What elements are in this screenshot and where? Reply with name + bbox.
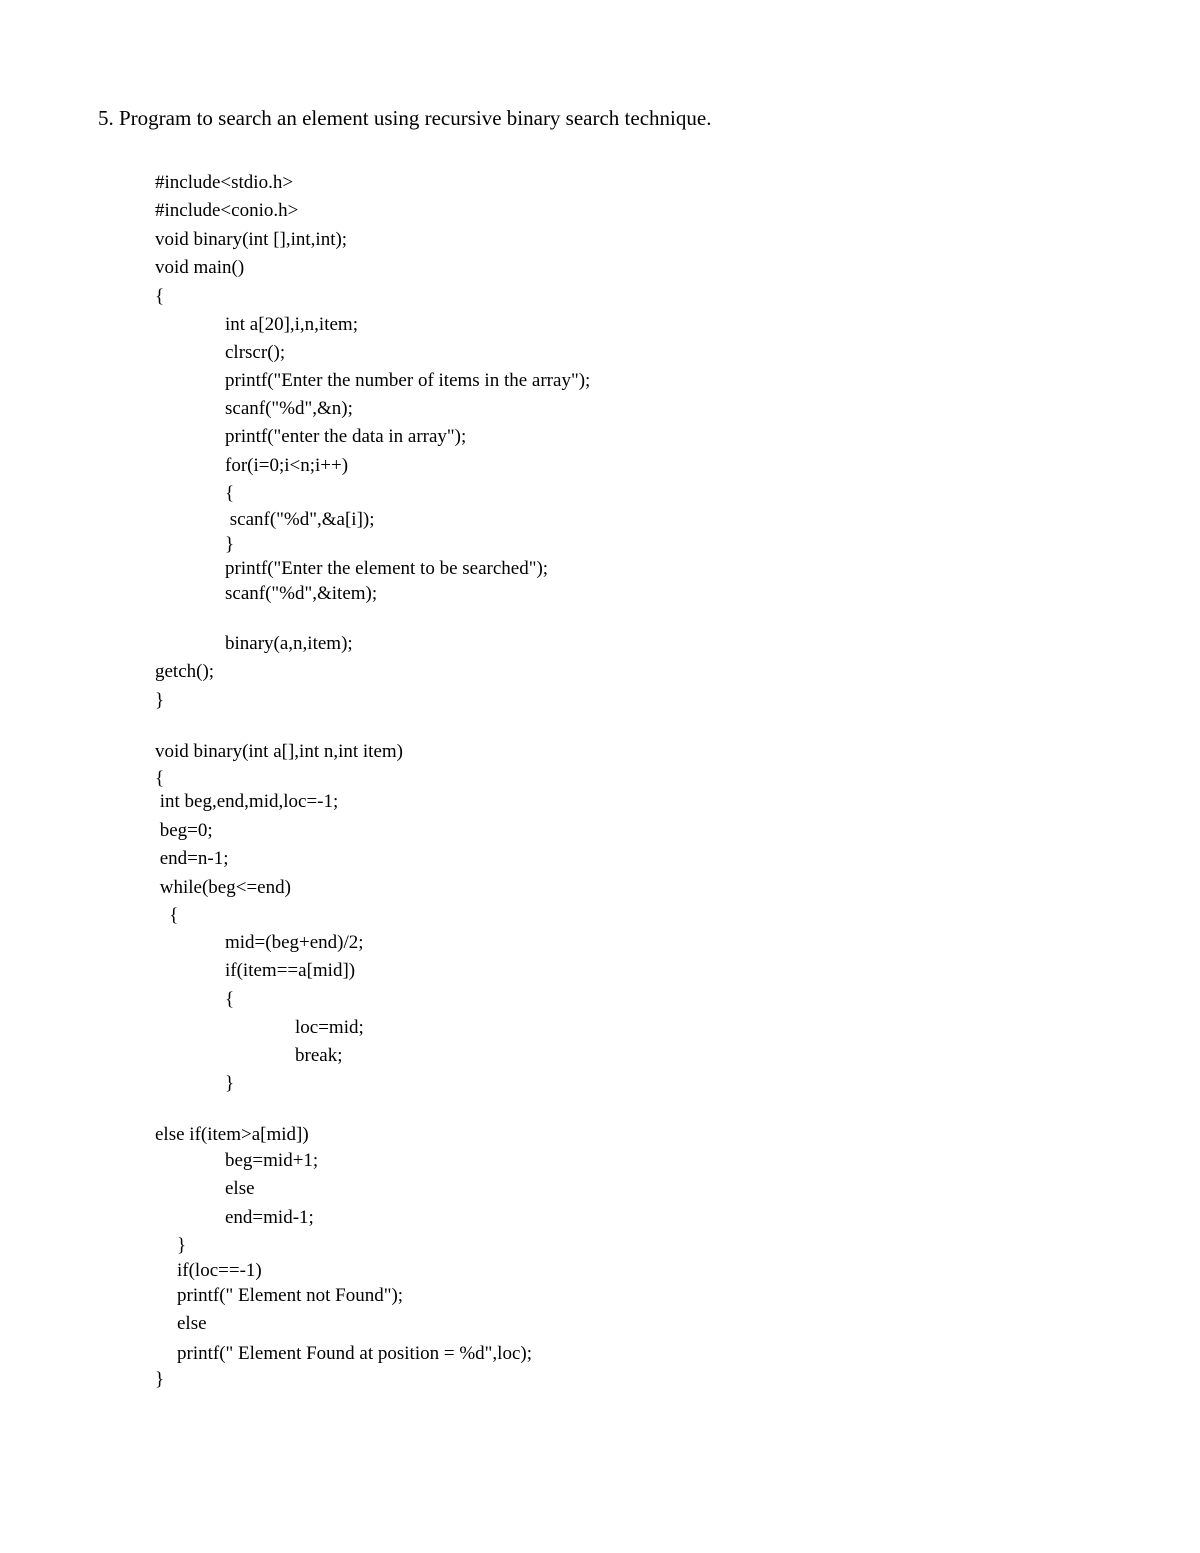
code-line: printf("Enter the number of items in the array");	[225, 370, 591, 391]
code-line: printf(" Element Found at position = %d",loc);	[177, 1343, 532, 1364]
code-line: void main()	[155, 257, 245, 278]
code-line: loc=mid;	[295, 1017, 364, 1038]
code-line: #include<stdio.h>	[155, 172, 294, 193]
code-line: printf(" Element not Found");	[177, 1285, 404, 1306]
code-line: }	[155, 690, 165, 711]
code-line: clrscr();	[225, 342, 286, 363]
code-line: int a[20],i,n,item;	[225, 314, 358, 335]
code-line: {	[225, 483, 235, 504]
code-line: scanf("%d",&a[i]);	[225, 509, 375, 530]
code-line: mid=(beg+end)/2;	[225, 932, 364, 953]
code-line: #include<conio.h>	[155, 200, 299, 221]
code-line: printf("Enter the element to be searched");	[225, 558, 549, 579]
code-line: scanf("%d",&n);	[225, 398, 353, 419]
code-line: beg=0;	[155, 820, 213, 841]
code-line: }	[177, 1235, 187, 1256]
code-line: }	[155, 1369, 165, 1390]
code-line: scanf("%d",&item);	[225, 583, 378, 604]
code-line: else if(item>a[mid])	[155, 1124, 309, 1145]
code-line: void binary(int a[],int n,int item)	[155, 741, 404, 762]
code-line: {	[155, 286, 165, 307]
code-line: void binary(int [],int,int);	[155, 229, 348, 250]
code-line: end=mid-1;	[225, 1207, 314, 1228]
code-line: }	[225, 1073, 235, 1094]
code-line: while(beg<=end)	[155, 877, 291, 898]
code-line: }	[225, 534, 235, 555]
code-line: end=n-1;	[155, 848, 229, 869]
code-line: else	[177, 1313, 207, 1334]
code-line: getch();	[155, 661, 215, 682]
code-line: {	[155, 905, 179, 926]
code-line: if(item==a[mid])	[225, 960, 356, 981]
code-line: beg=mid+1;	[225, 1150, 319, 1171]
code-line: printf("enter the data in array");	[225, 426, 467, 447]
code-line: {	[155, 768, 165, 789]
code-line: break;	[295, 1045, 343, 1066]
code-line: if(loc==-1)	[177, 1260, 262, 1281]
code-line: binary(a,n,item);	[225, 633, 353, 654]
code-line: int beg,end,mid,loc=-1;	[155, 791, 339, 812]
code-line: for(i=0;i<n;i++)	[225, 455, 349, 476]
document-heading: 5. Program to search an element using recursive binary search technique.	[98, 106, 712, 130]
code-line: else	[225, 1178, 255, 1199]
code-line: {	[225, 989, 235, 1010]
